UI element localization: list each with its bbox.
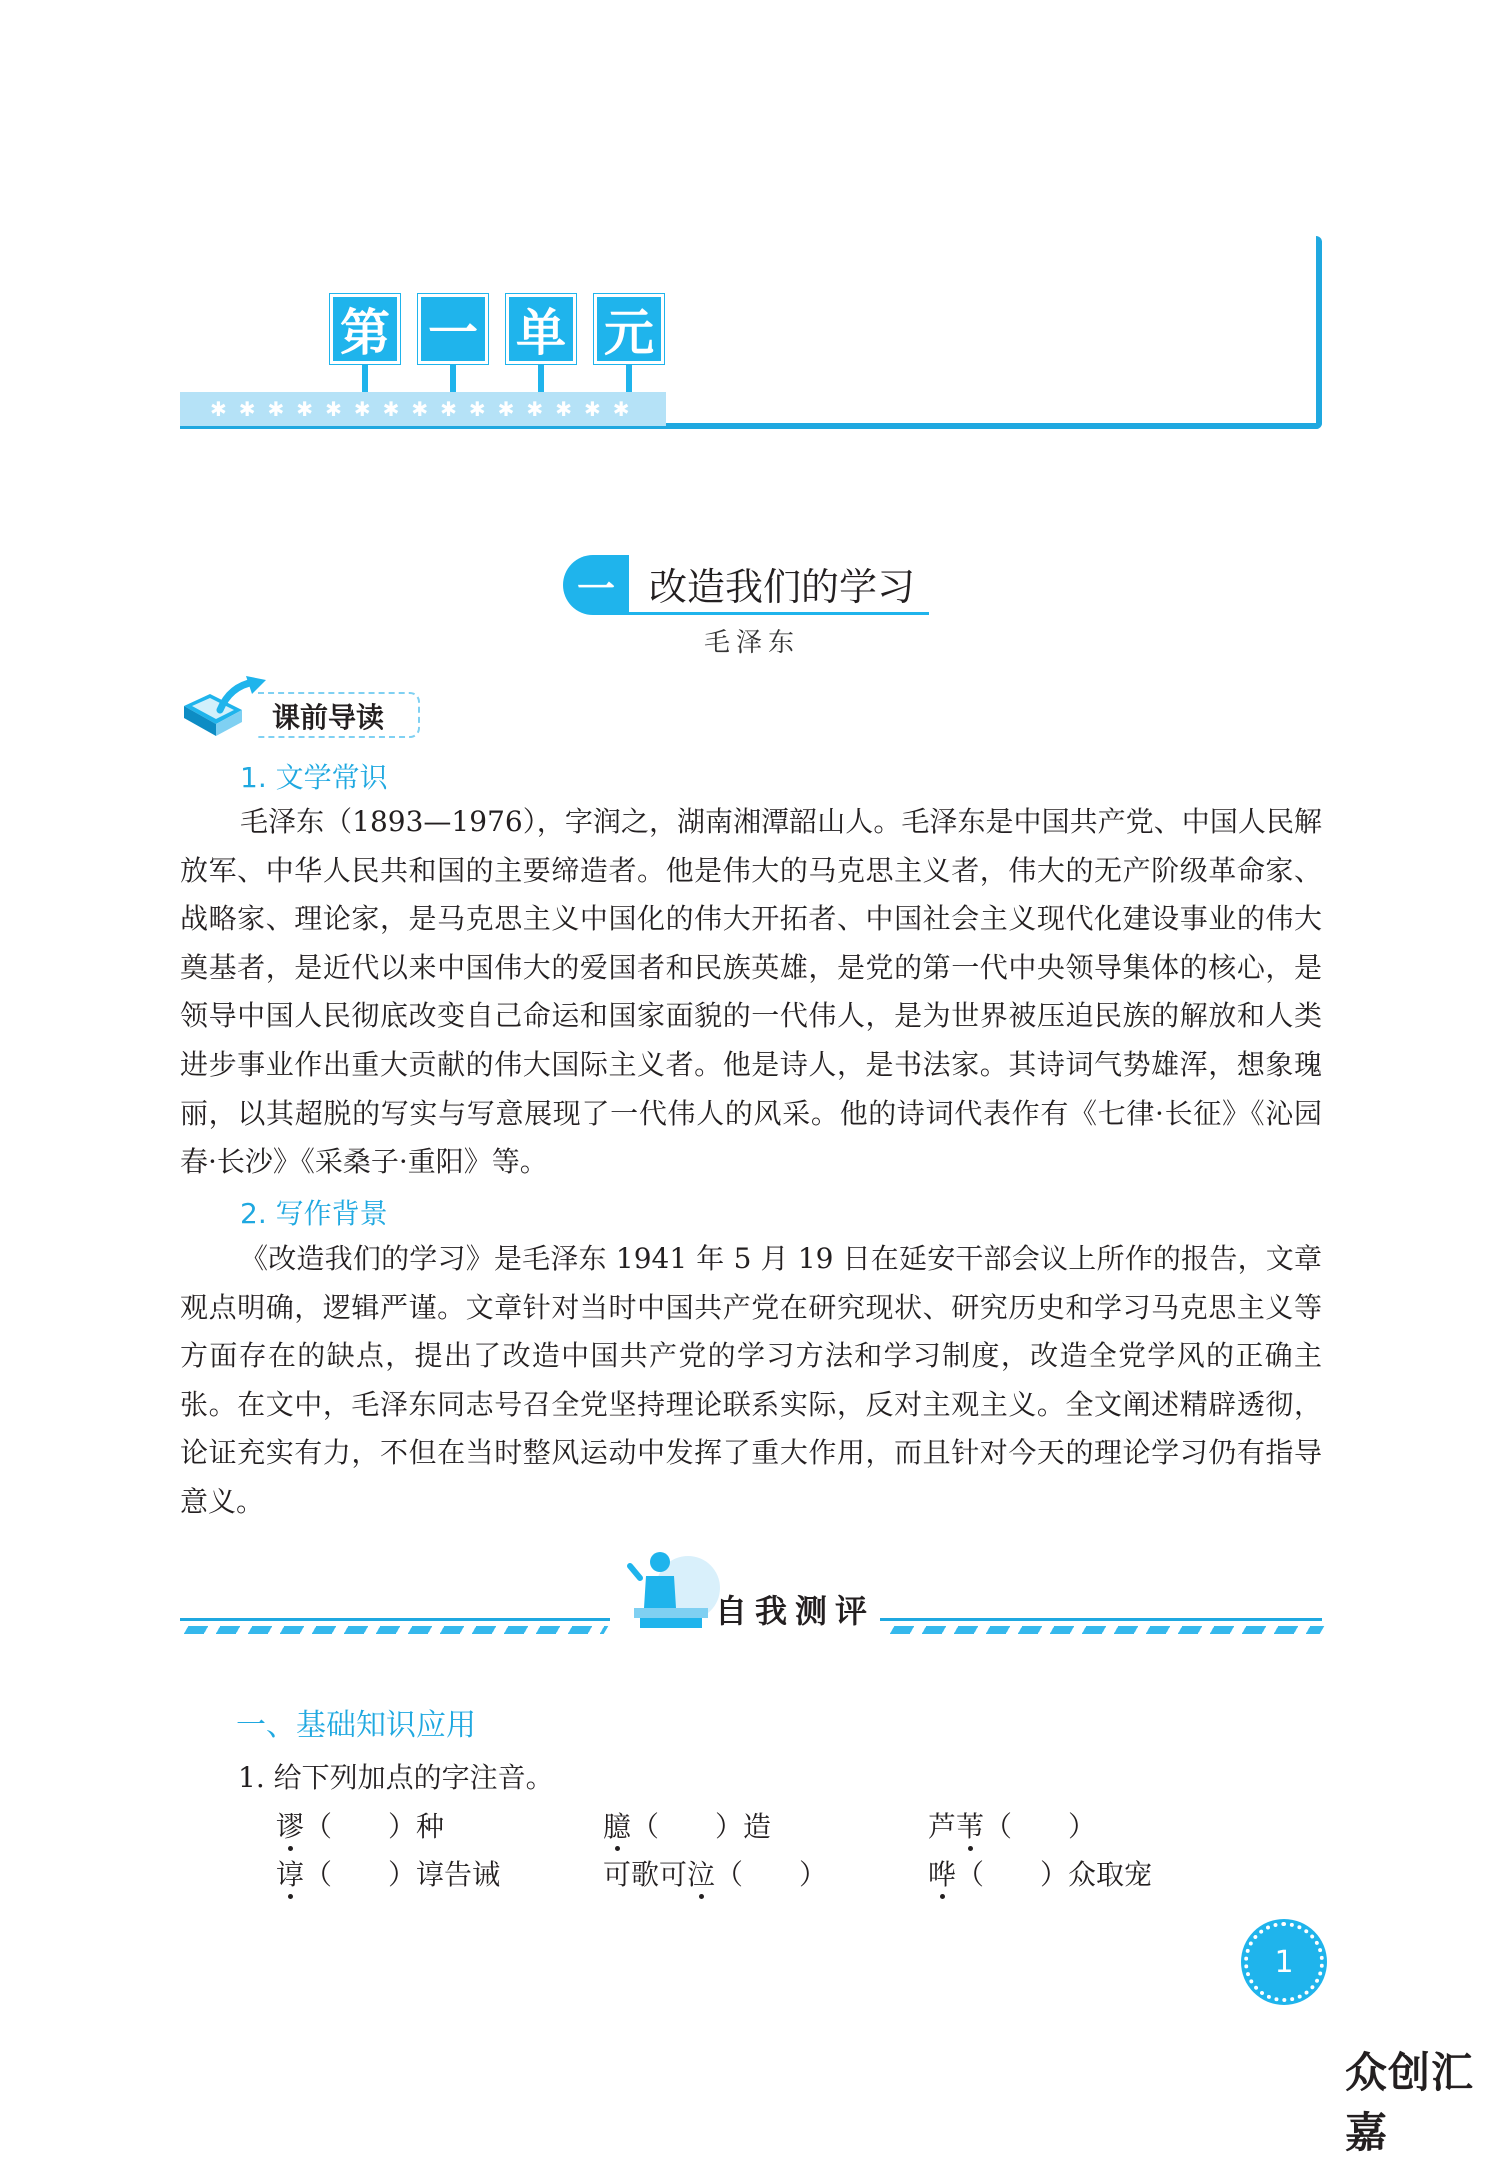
unit-char-stem [450, 364, 456, 392]
pinyin-item [276, 1805, 444, 1845]
divider-line [880, 1618, 1322, 1621]
banner-frame-right [1316, 236, 1322, 429]
dotted-char: 臆 [603, 1810, 632, 1843]
divider-dashes [184, 1626, 609, 1634]
unit-char-stem [626, 364, 632, 392]
item-suffix: （ ）造 [631, 1810, 772, 1843]
unit-char-stem [362, 364, 368, 392]
dotted-char: 谬 [276, 1810, 305, 1843]
item-prefix: 可歌可 [603, 1858, 688, 1891]
dotted-char: 哗 [928, 1858, 957, 1891]
unit-char-stem [538, 364, 544, 392]
star-icon: ✱ [526, 397, 544, 421]
lesson-number: 一 [563, 555, 629, 615]
unit-char-tile [506, 294, 576, 394]
dotted-char: 谆 [276, 1858, 305, 1891]
unit-char: 单 [506, 294, 576, 364]
dotted-char: 苇 [956, 1810, 985, 1843]
pinyin-item [928, 1853, 1152, 1893]
section-paragraph: 毛泽东（1893—1976），字润之，湖南湘潭韶山人。毛泽东是中国共产党、中国人民解放军、中华人民共和国的主要缔造者。他是伟大的马克思主义者，伟大的无产阶级革命家、战略家、理论家，是马克思主义中国化的伟大开拓者、中国社会主义现代化建设事业的伟大奠基者，是近代以来中国伟大的爱国者和民族英雄，是党的第一代中央领导集体的核心，是领导中国人民彻底改变自己命运和国家面貌的一代伟人，是为世界被压迫民族的解放和人类进步事业作出重大贡献的伟大国际主义者。他是诗人，是书法家。其诗词气势雄浑，想象瑰丽，以其超脱的写实与写意展现了一代伟人的风采。他的诗词代表作有《七律·长征》《沁园春·长沙》《采桑子·重阳》等。 [180, 805, 1322, 1179]
star-icon: ✱ [353, 397, 371, 421]
self-test-label: 自我测评 [715, 1592, 876, 1630]
star-icon: ✱ [583, 397, 601, 421]
item-prefix: 芦 [928, 1810, 957, 1843]
preview-badge [180, 670, 420, 740]
item-suffix: （ ）众取宠 [956, 1858, 1153, 1891]
pinyin-item [276, 1853, 500, 1893]
star-icon: ✱ [296, 397, 314, 421]
unit-banner [180, 236, 1322, 436]
lesson-author: 毛泽东 [703, 628, 800, 658]
lesson-title [563, 555, 929, 615]
student-reading-icon [626, 1548, 726, 1634]
watermark-logo: 众创汇嘉 [1345, 2048, 1475, 2157]
unit-char: 一 [418, 294, 488, 364]
section-heading: 2. 写作背景 [240, 1197, 388, 1230]
badge-label: 课前导读 [272, 701, 385, 734]
book-arrow-icon [180, 676, 270, 740]
divider-line [180, 1618, 610, 1621]
item-suffix: （ ） [715, 1858, 828, 1891]
star-icon: ✱ [411, 397, 429, 421]
unit-char-tile [594, 294, 664, 394]
exercise-section-heading: 一、基础知识应用 [236, 1708, 476, 1743]
star-icon: ✱ [468, 397, 486, 421]
star-icon: ✱ [612, 397, 630, 421]
item-suffix: （ ）谆告诫 [304, 1858, 501, 1891]
divider-dashes [890, 1626, 1325, 1634]
page-number: 1 [1244, 1922, 1324, 2002]
item-suffix: （ ）种 [304, 1810, 445, 1843]
star-icon: ✱ [382, 397, 400, 421]
self-test-header [180, 1548, 1322, 1638]
unit-char-tile [418, 294, 488, 394]
pinyin-item [603, 1853, 827, 1893]
item-suffix: （ ） [984, 1810, 1097, 1843]
star-icon: ✱ [555, 397, 572, 421]
star-icon: ✱ [440, 397, 457, 421]
unit-char: 元 [594, 294, 664, 364]
lesson-name: 改造我们的学习 [629, 555, 929, 615]
pinyin-item [928, 1805, 1096, 1845]
dotted-char: 泣 [687, 1858, 716, 1891]
unit-char: 第 [330, 294, 400, 364]
banner-star-bar [180, 392, 666, 426]
question-1: 1. 给下列加点的字注音。 [238, 1761, 554, 1794]
section-paragraph: 《改造我们的学习》是毛泽东 1941 年 5 月 19 日在延安干部会议上所作的报告，文章观点明确，逻辑严谨。文章针对当时中国共产党在研究现状、研究历史和学习马克思主义等方面存在的缺点，提出了改造中国共产党的学习方法和学习制度，改造全党学风的正确主张。在文中，毛泽东同志号召全党坚持理论联系实际，反对主观主义。全文阐述精辟透彻，论证充实有力，不但在当时整风运动中发挥了重大作用，而且针对今天的理论学习仍有指导意义。 [180, 1242, 1322, 1518]
star-icon: ✱ [238, 397, 256, 421]
star-icon: ✱ [325, 397, 342, 421]
unit-char-tile [330, 294, 400, 394]
star-icon: ✱ [497, 397, 515, 421]
unit-title [330, 294, 664, 394]
star-icon: ✱ [210, 397, 227, 421]
section-heading: 1. 文学常识 [240, 761, 388, 794]
pinyin-item [603, 1805, 771, 1845]
star-icon: ✱ [267, 397, 285, 421]
